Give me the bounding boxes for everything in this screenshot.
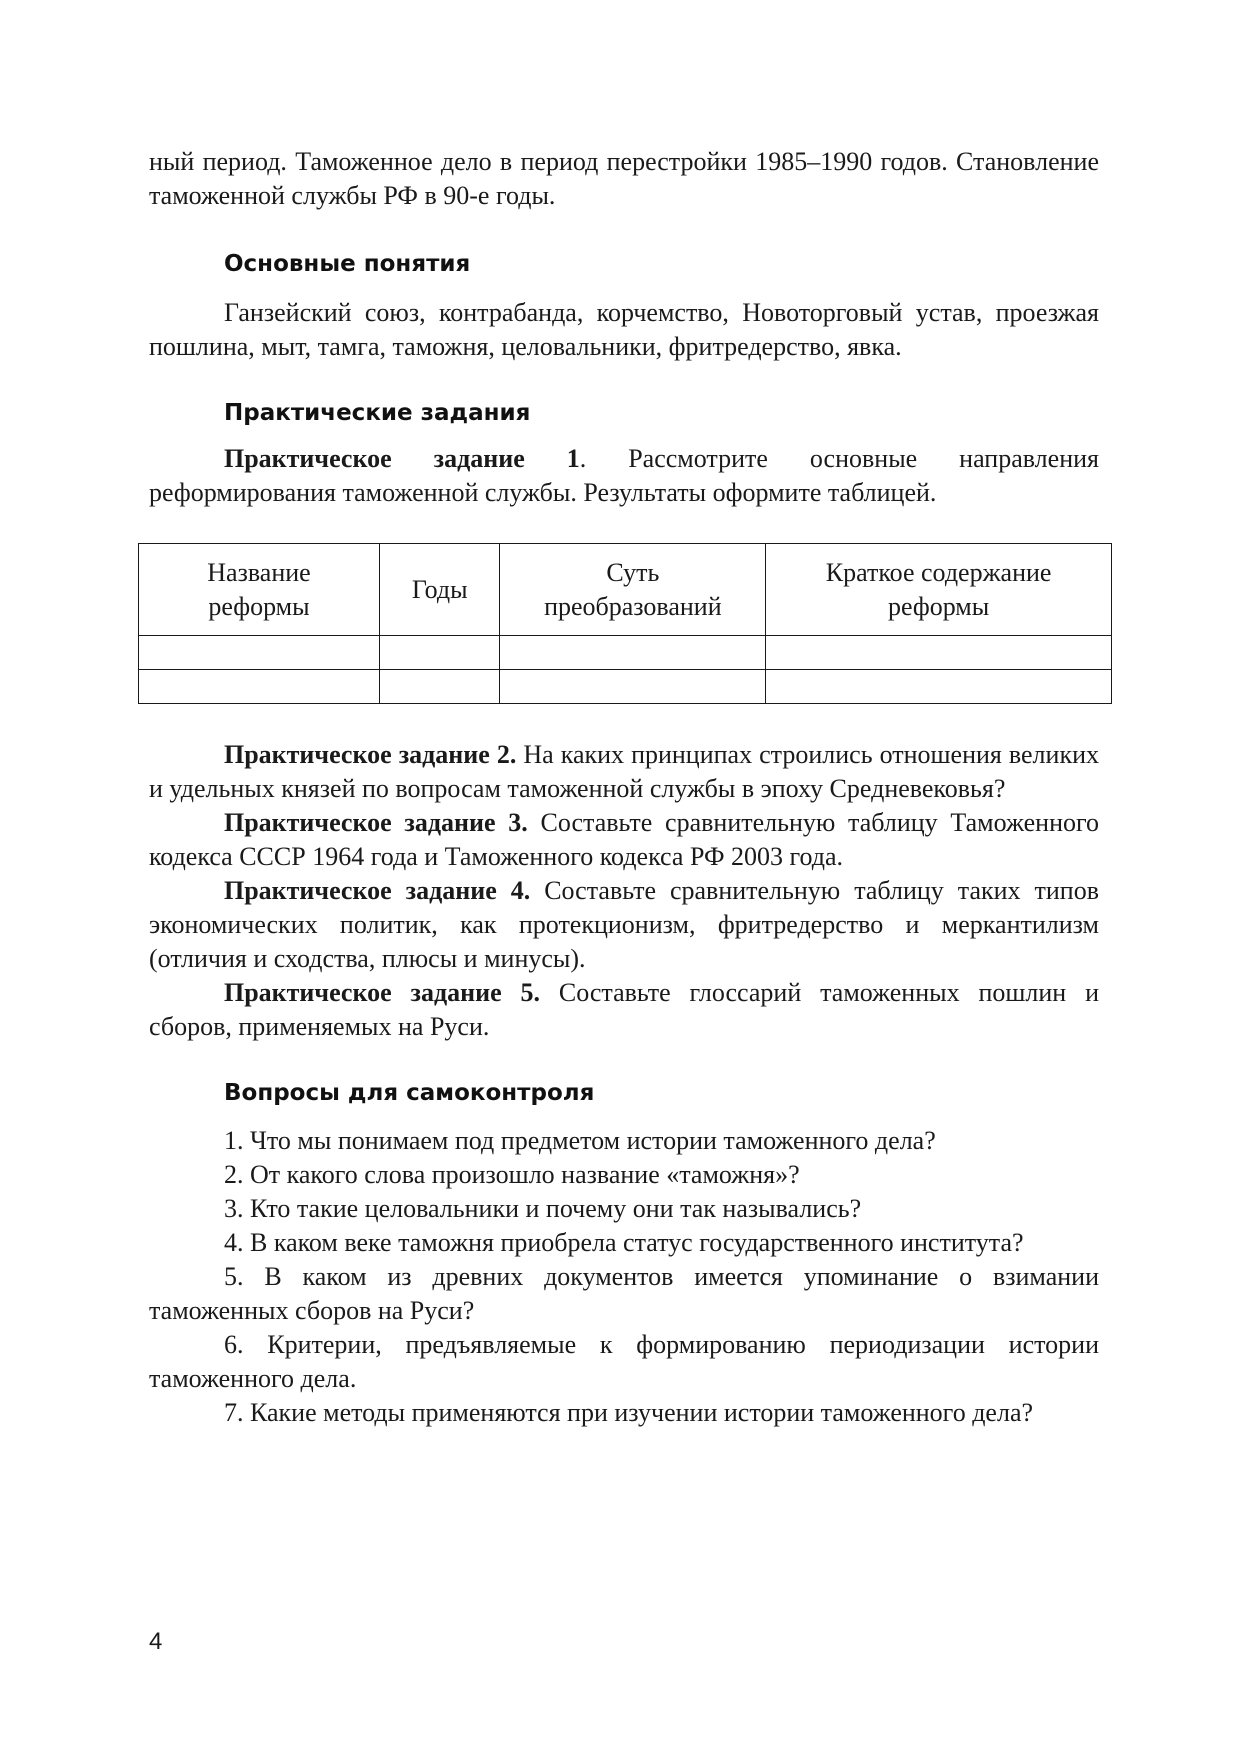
task-4 [149,874,1099,976]
question-item: 7. Какие методы применяются при изучении истории таможенного дела? [224,1398,1034,1427]
question-item: 6. Критерии, предъявляемые к формированию периодизации истории таможенного дела. [149,1330,1099,1393]
intro-paragraph: ный период. Таможенное дело в период перестройки 1985–1990 годов. Становление таможенной службы РФ в 90-е годы. [149,147,1099,210]
table-header-essence: Суть преобразований [500,544,766,636]
table-cell [766,636,1112,670]
task-3-text: Составьте сравнительную таблицу Таможенного кодекса СССР 1964 года и Таможенного кодекса РФ 2003 года. [149,808,1099,871]
task-2 [149,738,1099,806]
table-cell [766,670,1112,704]
table-row [139,636,1112,670]
task-2-label: Практическое задание 2. [224,740,517,769]
table-header-years: Годы [379,544,499,636]
questions-heading: Вопросы для самоконтроля [224,1080,595,1106]
task-5-label: Практическое задание 5. [224,978,540,1007]
table-row [139,670,1112,704]
concepts-heading: Основные понятия [224,251,471,277]
task-3-label: Практическое задание 3. [224,808,528,837]
question-item: 5. В каком из древних документов имеется упоминание о взимании таможенных сборов на Руси? [149,1262,1099,1325]
page-content [149,145,1099,1430]
task-5 [149,976,1099,1044]
concepts-paragraph: Ганзейский союз, контрабанда, корчемство, Новоторговый устав, проезжая пошлина, мыт, тамга, таможня, целовальники, фритредерство, явка. [149,298,1099,361]
table-header-summary: Краткое содержание реформы [766,544,1112,636]
table-header-row [139,544,1112,636]
table-cell [139,636,380,670]
table-cell [139,670,380,704]
task-1-label: Практическое задание 1 [224,444,580,473]
table-cell [379,670,499,704]
question-item: 1. Что мы понимаем под предметом истории таможенного дела? [224,1126,936,1155]
task-5-text: Составьте глоссарий таможенных пошлин и сборов, применяемых на Руси. [149,978,1099,1041]
table-cell [379,636,499,670]
question-item: 3. Кто такие целовальники и почему они так назывались? [224,1194,862,1223]
task-4-text: Составьте сравнительную таблицу таких типов экономических политик, как протекционизм, фритредерство и меркантилизм (отличия и сходства, плюсы и минусы). [149,876,1099,973]
question-item: 2. От какого слова произошло название «таможня»? [224,1160,800,1189]
page-number: 4 [149,1628,163,1655]
task-1-text: . Рассмотрите основные направления реформирования таможенной службы. Результаты оформите таблицей. [149,444,1099,507]
table-header-reform-name: Название реформы [139,544,380,636]
task-3 [149,806,1099,874]
task-2-text: На каких принципах строились отношения великих и удельных князей по вопросам таможенной службы в эпоху Средневековья? [149,740,1099,803]
task-4-label: Практическое задание 4. [224,876,531,905]
reform-table [138,543,1112,704]
task-1 [149,442,1099,510]
tasks-heading: Практические задания [224,400,531,426]
question-item: 4. В каком веке таможня приобрела статус государственного института? [224,1228,1024,1257]
table-cell [500,636,766,670]
table-cell [500,670,766,704]
